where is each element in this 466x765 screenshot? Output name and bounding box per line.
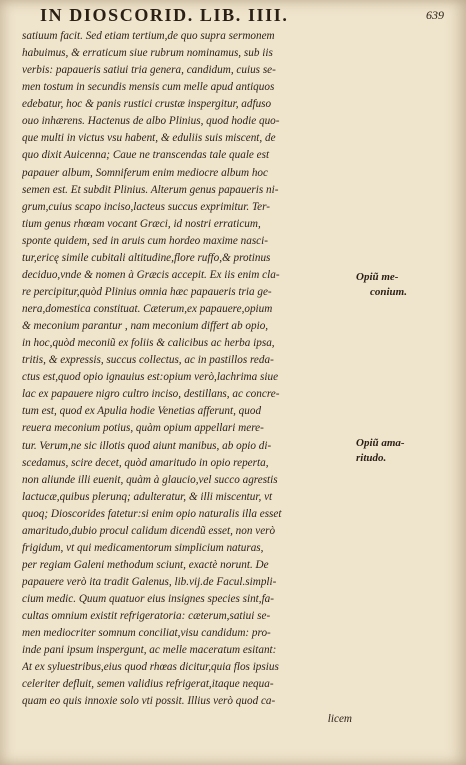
text-line: non aliunde illi euenit, quàm à glaucio,vel succo agrestis <box>22 473 278 486</box>
text-line: re percipitur,quòd Plinius omnia hæc papaueris tria ge- <box>22 285 272 298</box>
margin-note-opium-amaritudo <box>356 436 446 466</box>
text-line: reuera meconium potius, quàm opium appellari mere- <box>22 422 264 435</box>
text-line: cium medic. Quum quatuor eius insignes species sint,fa- <box>22 593 274 606</box>
text-line: tium genus rhœam vocant Græci, id nostri erraticum, <box>22 217 261 230</box>
page-header <box>28 3 448 29</box>
page-number: 639 <box>426 8 444 22</box>
text-line: inde pani ipsum inspergunt, ac melle maceratum esitant: <box>22 644 277 657</box>
text-line: semen est. Et subdit Plinius. Alterum genus papaueris ni- <box>22 183 279 196</box>
text-line: quo dixit Auicenna; Caue ne transcendas tale quale est <box>22 149 270 162</box>
margin-note-opium-meconium <box>356 270 446 300</box>
text-line: quoq; Dioscorides fatetur:si enim opio naturalis illa esset <box>22 507 282 520</box>
text-line: in hoc,quòd meconiũ ex foliis & calicibus ac herba ipsa, <box>22 337 275 350</box>
text-line: & meconium parantur , nam meconium differt ab opio, <box>22 320 269 333</box>
text-line: edebatur, hoc & panis rustici crustæ inspergitur, adfuso <box>22 98 272 111</box>
text-line: per regiam Galeni methodum sciunt, exactè norunt. De <box>22 558 269 571</box>
margin-note-line: conium. <box>370 286 407 298</box>
text-line: habuimus, & erraticum siue rubrum nominamus, sub iis <box>22 47 273 60</box>
text-line: grum,cuius scapo inciso,lacteus succus exprimitur. Ter- <box>22 200 270 213</box>
text-line: frigidum, vt qui medicamentorum simplicium naturas, <box>22 541 264 554</box>
text-line: lactucæ,quibus plerunq; adulteratur, & illi miscentur, vt <box>22 490 273 503</box>
text-line: cultas omnium existit refrigeratoria: cæterum,satiui se- <box>22 610 271 623</box>
text-line: ouo inhærens. Hactenus de albo Plinius, quod hodie quo- <box>22 115 280 128</box>
margin-note-line: Opiũ ama- <box>356 437 405 449</box>
text-line: satiuum facit. Sed etiam tertium,de quo supra sermonem <box>22 30 275 42</box>
margin-note-line: Opiũ me- <box>356 271 399 283</box>
text-line: tur. Verum,ne sic illotis quod aiunt manibus, ab opio di- <box>22 439 272 452</box>
text-line: papauer album, Somniferum enim mediocre album hoc <box>22 166 268 179</box>
text-line: nera,domestica constituat. Cæterum,ex papauere,opium <box>22 303 273 315</box>
text-line: men tostum in secundis mensis cum melle apud antiquos <box>22 81 275 94</box>
running-head: IN DIOSCORID. LIB. IIII. <box>40 5 289 25</box>
text-line: papauere verò ita tradit Galenus, lib.vij.de Facul.simpli- <box>22 576 277 588</box>
text-line: tritis, & expressis, succus collectus, ac in pastillos reda- <box>22 354 274 367</box>
text-line: quam eo quis innoxie solo vti possit. Illius verò quod ca- <box>22 695 276 708</box>
text-line: tur,ericę simile cubitali altitudine,flore ruffo,& protinus <box>22 251 271 264</box>
text-line: verbis: papaueris satiui tria genera, candidum, cuius se- <box>22 64 276 77</box>
text-line: ctus est,quod opio ignauius est:opium verò,lachrima siue <box>22 371 279 384</box>
text-line: tum est, quod ex Apulia hodie Venetias afferunt, quod <box>22 405 262 418</box>
text-line: licem <box>327 712 352 725</box>
text-line: celeriter defluit, semen validius refrigerat,itaque nequa- <box>22 678 274 691</box>
text-line: deciduo,vnde & nomen à Græcis accepit. Ex iis enim cla- <box>22 268 280 281</box>
text-line: amaritudo,dubio procul calidum dicendũ esset, non verò <box>22 524 276 537</box>
text-line: lac ex papauere nigro cultro inciso, destillans, ac concre- <box>22 388 280 401</box>
text-line: men mediocriter somnum conciliat,visu candidum: pro- <box>22 627 271 640</box>
text-line: sponte quidem, sed in aruis cum hordeo maxime nasci- <box>22 234 268 247</box>
body-text <box>22 28 356 728</box>
text-line: que multi in victus vsu habent, & eduliis suis miscent, de <box>22 132 276 145</box>
text-line: At ex syluestribus,eius quod rhœas dicitur,quia flos ipsius <box>22 661 279 674</box>
text-line: scedamus, scire decet, quòd amaritudo in opio reperta, <box>22 456 269 469</box>
margin-note-line: ritudo. <box>356 452 387 464</box>
